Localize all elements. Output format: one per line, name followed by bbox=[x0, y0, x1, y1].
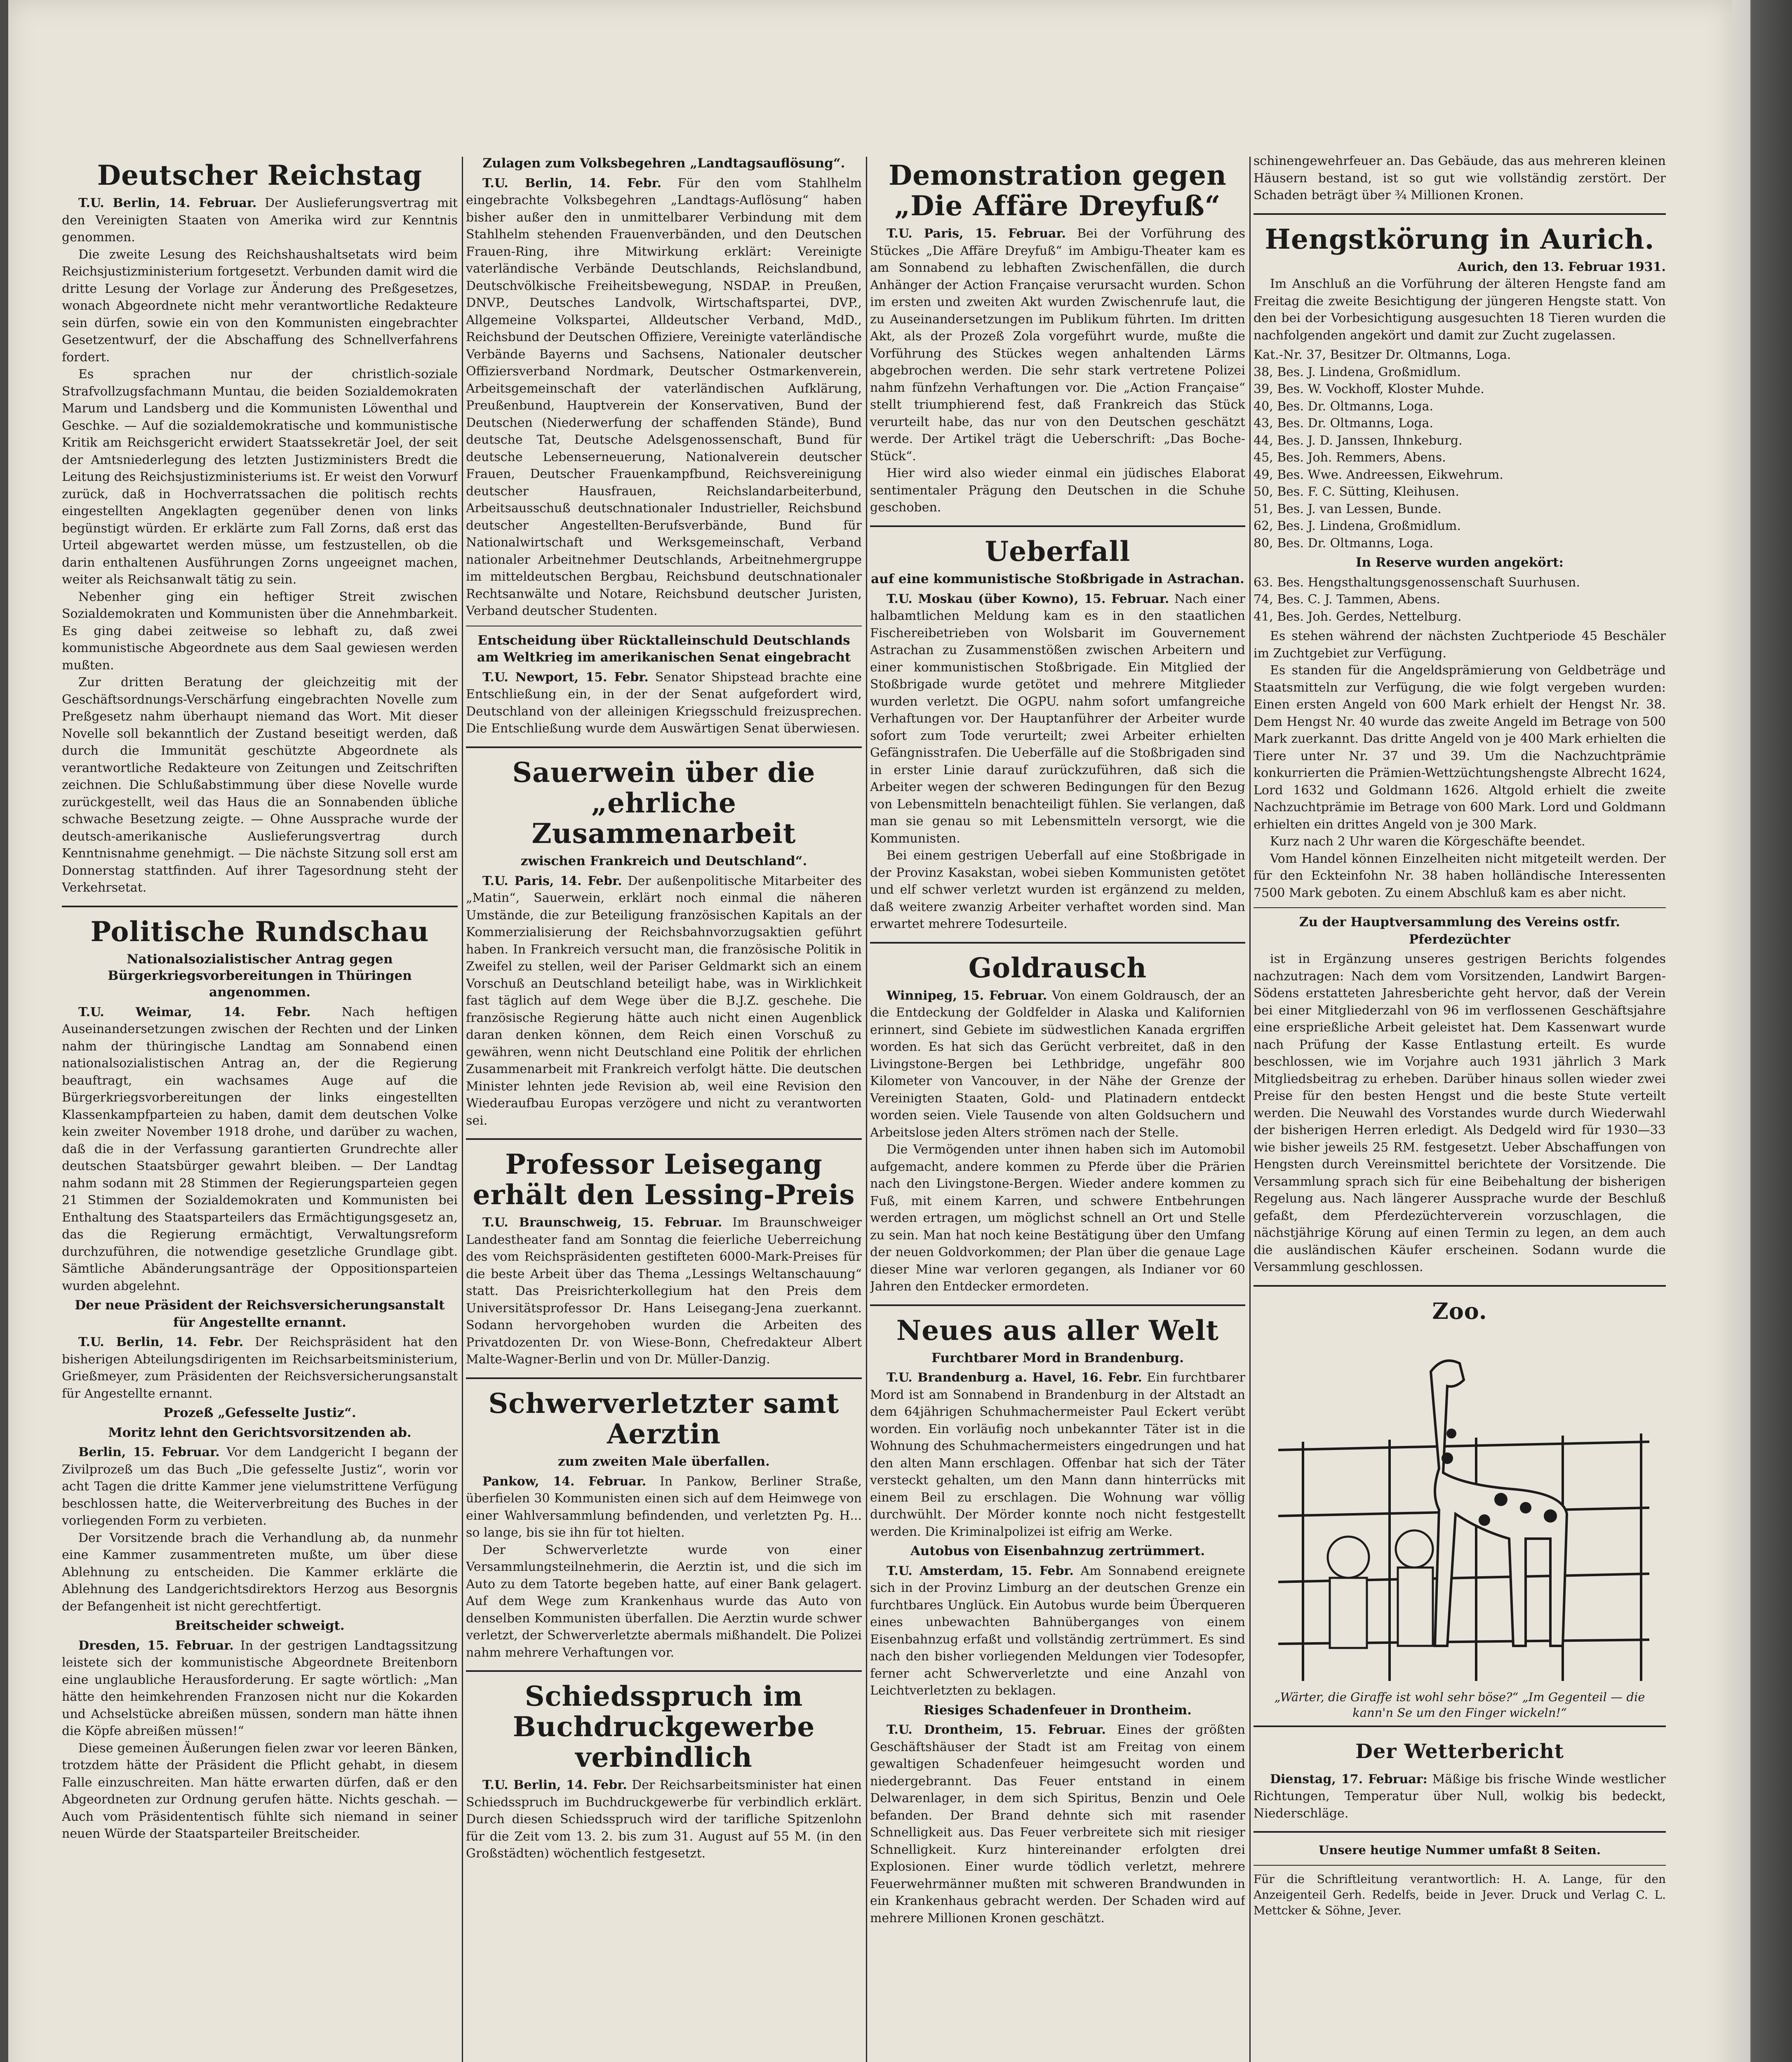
article-paragraph: T.U. Paris, 15. Februar. Bei der Vorführung des Stückes „Die Affäre Dreyfuß“ im Ambigu-Theater kam es am Sonnabend zu lebhaften Zwischenfällen, die durch Anhänger der Action Française verursacht wurden. Schon im ersten und zweiten Akt wurden Zwischenrufe laut, die zu Auseinandersetzungen im Publikum führten. Im dritten Akt, als der Prozeß Zola vorgeführt wurde, mußte die Vorführung des Stückes wegen anhaltenden Lärms abgebrochen werden. Die sehr stark vertretene Polizei nahm fünfzehn Verhaftungen vor. Die „Action Française“ stellt triumphierend fest, daß Frankreich das Stück verurteilt habe, das nur von den Deutschen geschätzt werde. Der Artikel trägt die Ueberschrift: „Das Boche-Stück“. bbox=[870, 226, 1245, 464]
list-item: 40, Bes. Dr. Oltmanns, Loga. bbox=[1253, 399, 1433, 414]
list-item: 63. Bes. Hengsthaltungsgenossenschaft Suurhusen. bbox=[1253, 575, 1580, 590]
article-paragraph: Nebenher ging ein heftiger Streit zwischen Sozialdemokraten und Kommunisten über die Annehmbarkeit. Es ging dabei zeitweise so lebhaft zu, daß zwei kommunistische Abgeordnete aus dem Saal gewiesen werden mußten. bbox=[62, 589, 458, 673]
article-paragraph: Pankow, 14. Februar. In Pankow, Berliner Straße, überfielen 30 Kommunisten einen sich auf dem Heimwege von einer Wahlversammlung befindenden, und verletzten Pg. H... so lange, bis sie ihn für tot hielten. bbox=[466, 1474, 862, 1540]
section-divider bbox=[870, 942, 1245, 944]
section-divider bbox=[870, 525, 1245, 527]
kicker: Prozeß „Gefesselte Justiz“. bbox=[163, 1405, 356, 1420]
headline-neues-aus-aller-welt: Neues aus aller Welt bbox=[896, 1314, 1219, 1346]
kicker: Autobus von Eisenbahnzug zertrümmert. bbox=[910, 1544, 1205, 1558]
column-1 bbox=[62, 153, 458, 2062]
kicker: Riesiges Schadenfeuer in Drontheim. bbox=[924, 1702, 1192, 1718]
headline-wetterbericht: Der Wetterbericht bbox=[1355, 1740, 1564, 1763]
headline-politische-rundschau: Politische Rundschau bbox=[90, 915, 429, 948]
section-divider bbox=[1253, 1285, 1666, 1287]
newspaper-page bbox=[8, 0, 1732, 2062]
list-item: 49, Bes. Wwe. Andreessen, Eikwehrum. bbox=[1253, 467, 1503, 482]
section-divider bbox=[1253, 213, 1666, 215]
kicker: Der neue Präsident der Reichsversicherungsanstalt für Angestellte ernannt. bbox=[75, 1298, 445, 1330]
page-edge bbox=[1732, 0, 1792, 2062]
article-paragraph: T.U. Weimar, 14. Febr. Nach heftigen Auseinandersetzungen zwischen der Rechten und der Linken nahm der thüringische Landtag am Sonnabend einen nationalsozialistischen Antrag an, der die Regierung beauftragt, ein wachsames Auge auf die Bürgerkriegsvorbereitungen der links eingestellten Klassenkampfparteien zu haben, damit dem deutschen Volke kein zweiter November 1918 drohe, und darüber zu wachen, daß die in der Verfassung garantierten Grundrechte aller deutschen Staatsbürger gewahrt bleiben. — Der Landtag nahm sodann mit 28 Stimmen der Regierungsparteien gegen 21 Stimmen der Sozialdemokraten und Kommunisten bei Enthaltung des Staatsparteilers das Ermächtigungsgesetz an, das die Regierung ermächtigt, Verwaltungsreform durchzuführen, die notwendige gesetzliche Grundlage gibt. Sämtliche Abänderungsanträge der Oppositionsparteien wurden abgelehnt. bbox=[62, 1005, 458, 1293]
section-divider bbox=[1253, 1831, 1666, 1833]
section-divider bbox=[466, 1670, 862, 1672]
article-paragraph: T.U. Berlin, 14. Februar. Der Auslieferungsvertrag mit den Vereinigten Staaten von Amerika wird zur Kenntnis genommen. bbox=[62, 196, 458, 245]
headline-dreyfuss: Demonstration gegen „Die Affäre Dreyfuß“ bbox=[888, 159, 1227, 222]
section-divider bbox=[466, 1377, 862, 1379]
stallion-list bbox=[1253, 346, 1666, 552]
section-divider bbox=[1253, 1725, 1666, 1727]
article-paragraph: Vom Handel können Einzelheiten nicht mitgeteilt werden. Der für den Eckteinfohn Nr. 38 haben holländische Interessenten 7500 Mark geboten. Zu einem Abschluß kam es aber nicht. bbox=[1253, 851, 1666, 900]
article-paragraph: Dienstag, 17. Februar: Mäßige bis frische Winde westlicher Richtungen, Temperatur über Null, wolkig bis bedeckt, Niederschläge. bbox=[1253, 1772, 1666, 1821]
article-paragraph: T.U. Braunschweig, 15. Februar. Im Braunschweiger Landestheater fand am Sonntag die feierliche Ueberreichung des vom Reichspräsidenten gestifteten 6000-Mark-Preises für die beste Arbeit über das Thema „Lessings Weltanschauung“ statt. Das Preisrichterkollegium hat den Preis dem Universitätsprofessor Dr. Hans Leisegang-Jena zuerkannt. Sodann hervorgehoben wurden die Arbeiten des Privatdozenten Dr. von Wiese-Bonn, Chefredakteur Albert Malte-Wagner-Berlin und von Dr. Müller-Danzig. bbox=[466, 1215, 862, 1367]
column-3 bbox=[870, 153, 1245, 2062]
list-item: 38, Bes. J. Lindena, Großmidlum. bbox=[1253, 365, 1461, 379]
kicker: Moritz lehnt den Gerichtsvorsitzenden ab. bbox=[108, 1425, 412, 1440]
headline-reichstag: Deutscher Reichstag bbox=[97, 159, 423, 191]
headline-hengstkoerung: Hengstkörung in Aurich. bbox=[1265, 223, 1655, 255]
list-item: 43, Bes. Dr. Oltmanns, Loga. bbox=[1253, 416, 1433, 431]
kicker: Furchtbarer Mord in Brandenburg. bbox=[931, 1350, 1184, 1365]
headline-goldrausch: Goldrausch bbox=[968, 951, 1147, 984]
list-item: 45, Bes. Joh. Remmers, Abens. bbox=[1253, 450, 1446, 465]
article-paragraph: T.U. Amsterdam, 15. Febr. Am Sonnabend ereignete sich in der Provinz Limburg an der deutschen Grenze ein furchtbares Unglück. Ein Autobus wurde beim Überqueren eines unbewachten Bahnüberganges von einem Eisenbahnzug erfaßt und vollständig zertrümmert. Es sind nach den bisher vorliegenden Meldungen vier Todesopfer, ferner acht Schwerverletzte und eine Anzahl von Leichtverletzten zu beklagen. bbox=[870, 1563, 1245, 1698]
article-paragraph: T.U. Brandenburg a. Havel, 16. Febr. Ein furchtbarer Mord ist am Sonnabend in Brandenburg in der Altstadt an dem 64jährigen Schuhmachermeister Paul Eckert verübt worden. Ein vorläufig noch unbekannter Täter ist in die Wohnung des Schuhmachermeisters eingedrungen und hat den alten Mann erschlagen. Offenbar hat sich der Täter versteckt gehalten, um den Mann dann hinterrücks mit einem Beil zu erschlagen. Die Wohnung war völlig durchwühlt. Der Mörder konnte noch nicht festgestellt werden. Die Kriminalpolizei ist eifrig am Werke. bbox=[870, 1370, 1245, 1539]
reserve-list bbox=[1253, 574, 1666, 626]
headline-schwerverletzter: Schwerverletzter samt Aerztin bbox=[488, 1387, 840, 1450]
giraffe-illustration bbox=[1253, 1326, 1666, 1689]
list-item: 51, Bes. J. van Lessen, Bunde. bbox=[1253, 501, 1442, 516]
page-count-note: Unsere heutige Nummer umfaßt 8 Seiten. bbox=[1319, 1843, 1601, 1857]
cartoon-title: Zoo. bbox=[1432, 1297, 1487, 1324]
list-item: 80, Bes. Dr. Oltmanns, Loga. bbox=[1253, 536, 1433, 551]
article-paragraph: T.U. Paris, 14. Febr. Der außenpolitische Mitarbeiter des „Matin“, Sauerwein, erklärt noch einmal die näheren Umstände, die zur Beteiligung französischen Kapitals an der Kommerzialisierung der Reichsbahnvorzugsaktien geführt haben. In Frankreich versucht man, die französische Politik in Zweifel zu stellen, weil der Pariser Geldmarkt sich an einem Vorschuß an Deutschland beteiligt habe, was in Wirklichkeit fast täglich auf dem Wege über die B.J.Z. geschehe. Die französische Regierung hätte auch nicht einen Augenblick daran denken können, dem Reich einen Vorschuß zu gewähren, wenn nicht Deutschland eine Politik der ehrlichen Zusammenarbeit mit Frankreich verfolgt hätte. Die deutschen Minister lehnten jede Revision ab, weil eine Revision den Wiederaufbau Europas verzögere und nicht zu verantworten sei. bbox=[466, 873, 862, 1128]
article-paragraph: Dresden, 15. Februar. In der gestrigen Landtagssitzung leistete sich der kommunistische Abgeordnete Breitenborn eine unglaubliche Herausforderung. Er sagte wörtlich: „Man hätte den heimkehrenden Franzosen nicht nur die Kokarden und Achselstücke abreißen müssen, sondern man hätte ihnen die Köpfe abreißen müssen!“ bbox=[62, 1638, 458, 1738]
column-rule bbox=[1249, 157, 1251, 2062]
headline-leisegang: Professor Leisegang erhält den Lessing-Preis bbox=[473, 1148, 855, 1211]
article-paragraph: Diese gemeinen Äußerungen fielen zwar vor leeren Bänken, trotzdem hätte der Präsident die Pflicht gehabt, in diesem Falle einzuschreiten. Man hätte erwarten dürfen, daß er den Abgeordneten zur Ordnung gerufen hätte. Nichts geschah. — Auch vom Präsidententisch fühlte sich niemand in seiner neuen Würde der Staatsparteiler Breitscheider. bbox=[62, 1741, 458, 1841]
list-item: 62, Bes. J. Lindena, Großmidlum. bbox=[1253, 519, 1461, 533]
list-item: 41, Bes. Joh. Gerdes, Nettelburg. bbox=[1253, 609, 1462, 624]
section-divider bbox=[1253, 1865, 1666, 1866]
subheadline: auf eine kommunistische Stoßbrigade in Astrachan. bbox=[871, 571, 1244, 586]
kicker: Entscheidung über Rücktalleinschuld Deutschlands am Weltkrieg im amerikanischen Senat eingebracht bbox=[477, 633, 851, 665]
section-divider bbox=[870, 1304, 1245, 1306]
subheadline: zwischen Frankreich und Deutschland“. bbox=[520, 853, 807, 869]
article-paragraph: Im Anschluß an die Vorführung der älteren Hengste fand am Freitag die zweite Besichtigung der jüngeren Hengste statt. Von den bei der Vorbesichtigung ausgesuchten 18 Tieren wurden die nachfolgenden angekört und damit zur Zucht zugelassen. bbox=[1253, 277, 1666, 343]
kicker: Breitscheider schweigt. bbox=[175, 1618, 345, 1633]
column-rule bbox=[866, 157, 867, 2062]
headline-sauerwein: Sauerwein über die „ehrliche Zusammenarbeit bbox=[512, 756, 816, 850]
cartoon-zoo bbox=[1253, 1296, 1666, 1720]
list-item: Kat.-Nr. 37, Besitzer Dr. Oltmanns, Loga. bbox=[1253, 348, 1511, 362]
article-paragraph: Die zweite Lesung des Reichshaushaltsetats wird beim Reichsjustizministerium fortgesetzt. Verbunden damit wird die dritte Lesung der Vorlage zur Änderung des Preßgesetzes, wonach Abgeordnete nicht mehr verantwortliche Redakteure sein dürfen, sowie ein von den Kommunisten eingebrachter Gesetzentwurf, der die Abschaffung des Schnellverfahrens fordert. bbox=[62, 247, 458, 365]
section-divider bbox=[62, 906, 458, 907]
article-paragraph: Die Vermögenden unter ihnen haben sich im Automobil aufgemacht, andere kommen zu Pferde über die Prärien nach den Livingstone-Bergen. Wieder andere kommen zu Fuß, mit einem Karren, und schwere Entbehrungen werden ertragen, um möglichst schnell an Ort und Stelle zu sein. Man hat noch keine Bestätigung über den Umfang der neuen Goldvorkommen; der Plan über die genaue Lage dieser Mine war verloren gegangen, als Indianer vor 60 Jahren den Entdecker ermordeten. bbox=[870, 1142, 1245, 1294]
cartoon-caption: „Wärter, die Giraffe ist wohl sehr böse?“ „Im Gegenteil — die kann'n Se um den Finger wickeln!“ bbox=[1274, 1690, 1645, 1720]
article-paragraph: Berlin, 15. Februar. Vor dem Landgericht I begann der Zivilprozeß um das Buch „Die gefesselte Justiz“, worin vor acht Tagen die dritte Kammer jene vielumstrittene Verfügung beschlossen hatte, die Weiterverbreitung des Buches in der vorliegenden Form zu verbieten. bbox=[62, 1445, 458, 1528]
kicker: Zulagen zum Volksbegehren „Landtagsauflösung“. bbox=[482, 156, 845, 171]
list-item: 44, Bes. J. D. Janssen, Ihnkeburg. bbox=[1253, 433, 1463, 448]
column-rule bbox=[462, 157, 463, 2062]
list-item: 50, Bes. F. C. Sütting, Kleihusen. bbox=[1253, 485, 1459, 499]
article-paragraph: schinengewehrfeuer an. Das Gebäude, das aus mehreren kleinen Häusern bestand, ist so gut wie vollständig zerstört. Der Schaden beträgt über ¾ Millionen Kronen. bbox=[1253, 154, 1666, 202]
article-paragraph: T.U. Berlin, 14. Febr. Für den vom Stahlhelm eingebrachte Volksbegehren „Landtags-Auflösung“ haben bisher außer den in unmittelbarer Verbindung mit dem Stahlhelm stehenden Frauenverbänden, und den Deutschen Frauen-Ring, ihre Mitwirkung erklärt: Vereinigte vaterländische Verbände Deutschlands, Reichslandbund, Deutschvölkische Freiheitsbewegung, NSDAP. in Preußen, DNVP., Deutsches Landvolk, Wirtschaftspartei, DVP., Allgemeine Volkspartei, Alldeutscher Verband, MdD., Reichsbund der Deutschen Offiziere, Vereinigte vaterländische Verbände Bayerns und Sachsens, Nationaler deutscher Offiziersverband Nordmark, Deutscher Ostmarkenverein, Arbeitsgemeinschaft der vaterländischen Aufklärung, Preußenbund, Hauptverein der Konservativen, Bund der Deutschen (Niederwerfung der schaffenden Stände), Bund deutsche Tat, Deutsche Adelsgenossenschaft, Bund für deutsche Lebenserneuerung, Nationalverein deutscher Frauen, Deutscher Frauenkampfbund, Reichsvereinigung deutscher Hausfrauen, Reichslandarbeiterbund, Arbeitsausschuß deutschnationaler Industrieller, Reichsbund deutscher Angestellten-Berufsverbände, Bund für Nationalwirtschaft und Werksgemeinschaft, Verband nationaler Arbeitnehmer Deutschlands, Arbeitnehmergruppe im mitteldeutschen Bergbau, Reichsbund deutschnationaler Rechtsanwälte und Notare, Reichsbund deutscher Juristen, Verband deutscher Studenten. bbox=[466, 176, 862, 618]
article-paragraph: T.U. Newport, 15. Febr. Senator Shipstead brachte eine Entschließung ein, in der der Senat aufgefordert wird, Deutschland von der alleinigen Kriegsschuld freizusprechen. Die Entschließung wurde dem Auswärtigen Senat überwiesen. bbox=[466, 670, 862, 736]
imprint: Für die Schriftleitung verantwortlich: H. A. Lange, für den Anzeigenteil Gerh. Redelfs, beide in Jever. Druck und Verlag C. L. Mettcker & Söhne, Jever. bbox=[1253, 1872, 1666, 1917]
article-paragraph: Es sprachen nur der christlich-soziale Strafvollzugsfachmann Muntau, die beiden Sozialdemokraten Marum und Landsberg und die Kommunisten Löwenthal und Geschke. — Auf die sozialdemokratische und kommunistische Kritik am Reichsgericht erwidert Staatssekretär Joel, der seit der Amtsniederlegung des letzten Justizministers Bredt die Leitung des Reichsjustizministeriums ist. Er weist den Vorwurf zurück, daß in Hochverratssachen die politisch rechts eingestellten Angeklagten gegenüber denen von links begünstigt würden. Er erklärte zum Fall Zorns, daß erst das Urteil abgewartet werden müsse, um festzustellen, ob die darin enthaltenen Ausführungen Zorns ungeeignet machen, weiter als Reichsanwalt tätig zu sein. bbox=[62, 367, 458, 587]
column-2 bbox=[466, 153, 862, 2062]
dateline: Aurich, den 13. Februar 1931. bbox=[1457, 259, 1666, 274]
article-paragraph: T.U. Berlin, 14. Febr. Der Reichsarbeitsminister hat einen Schiedsspruch im Buchdruckgewerbe für verbindlich erklärt. Durch diesen Schiedsspruch wird der tarifliche Spitzenlohn für die Zeit vom 13. 2. bis zum 31. August auf 55 M. (in den Großstädten) wöchentlich festgesetzt. bbox=[466, 1778, 862, 1861]
article-paragraph: Hier wird also wieder einmal ein jüdisches Elaborat sentimentaler Prägung den Deutschen in die Schuhe geschoben. bbox=[870, 466, 1245, 515]
subheadline: Nationalsozialistischer Antrag gegen Bürgerkriegsvorbereitungen in Thüringen angenommen. bbox=[108, 951, 412, 1000]
kicker: In Reserve wurden angekört: bbox=[1356, 555, 1564, 570]
article-paragraph: Es stehen während der nächsten Zuchtperiode 45 Beschäler im Zuchtgebiet zur Verfügung. bbox=[1253, 629, 1666, 661]
kicker: Zu der Hauptversammlung des Vereins ostfr. Pferdezüchter bbox=[1299, 915, 1620, 947]
article-paragraph: Bei einem gestrigen Ueberfall auf eine Stoßbrigade in der Provinz Kasakstan, wobei sieben Kommunisten getötet und elf schwer verletzt wurden ist ergänzend zu melden, daß weitere zwanzig Arbeiter verhaftet worden sind. Man erwartet mehrere Todesurteile. bbox=[870, 848, 1245, 931]
article-paragraph: Kurz nach 2 Uhr waren die Körgeschäfte beendet. bbox=[1270, 834, 1585, 849]
article-paragraph: Es standen für die Angeldsprämierung von Geldbeträge und Staatsmitteln zur Verfügung, die wie folgt vergeben wurden: Einen ersten Angeld von 600 Mark erhielt der Hengst Nr. 38. Dem Hengst Nr. 40 wurde das zweite Angeld im Betrage von 500 Mark zuerkannt. Das dritte Angeld von je 400 Mark erhielten die Tiere unter Nr. 37 und 39. Um die Nachzuchtprämie konkurrierten die Prämien-Wettzüchtungshengste Albrecht 1624, Lord 1632 und Goldmann 1626. Altgold erhielt die zweite Nachzuchtprämie im Betrage von 600 Mark. Lord und Goldmann erhielten ein drittes Angeld von je 300 Mark. bbox=[1253, 663, 1666, 832]
column-4 bbox=[1253, 153, 1666, 2062]
article-paragraph: T.U. Drontheim, 15. Februar. Eines der größten Geschäftshäuser der Stadt ist am Freitag von einem gewaltigen Schadenfeuer heimgesucht worden und niedergebrannt. Das Feuer entstand in einem Delwarenlager, in dem sich Spiritus, Benzin und Oele befanden. Der Brand dehnte sich mit rasender Schnelligkeit aus. Das Feuer verbreitete sich mit riesiger Schnelligkeit. Kurz hintereinander erfolgten drei Explosionen. Einer wurde tödlich verletzt, mehrere Feuerwehrmänner mußten mit schweren Brandwunden in ein Krankenhaus gebracht werden. Der Schaden wird auf mehrere Millionen Kronen geschätzt. bbox=[870, 1723, 1245, 1925]
article-paragraph: Der Schwerverletzte wurde von einer Versammlungsteilnehmerin, die Aerztin ist, und die sich im Auto zu dem Tatorte begeben hatte, auf einer Bank gelagert. Auf dem Wege zum Krankenhaus wurde das Auto von denselben Kommunisten überfallen. Die Aerztin wurde schwer verletzt, der Schwerverletzte abermals mißhandelt. Die Polizei nahm mehrere Verhaftungen vor. bbox=[466, 1542, 862, 1660]
list-item: 39, Bes. W. Vockhoff, Kloster Muhde. bbox=[1253, 382, 1484, 396]
headline-ueberfall: Ueberfall bbox=[985, 535, 1131, 567]
article-paragraph: T.U. Berlin, 14. Febr. Der Reichspräsident hat den bisherigen Abteilungsdirigenten im Reichsarbeitsministerium, Grießmeyer, zum Präsidenten der Reichsversicherungsanstalt für Angestellte ernannt. bbox=[62, 1335, 458, 1401]
article-paragraph: Zur dritten Beratung der gleichzeitig mit der Geschäftsordnungs-Verschärfung eingebrachten Novelle zum Preßgesetz nahm überhaupt niemand das Wort. Mit dieser Novelle soll bekanntlich der Zustand beseitigt werden, daß durch die Immunität geschützte Abgeordnete als verantwortliche Redakteure von Zeitungen und Zeitschriften zeichnen. Die Schlußabstimmung über diese Novelle wurde zurückgestellt, weil das Haus die an Sonnabenden übliche schwache Besetzung zeigte. — Ohne Aussprache wurde der deutsch-amerikanische Auslieferungsvertrag durch Kenntnisnahme genehmigt. — Die nächste Sitzung soll erst am Donnerstag stattfinden. Auf ihrer Tagesordnung steht der Verkehrsetat. bbox=[62, 675, 458, 895]
article-paragraph: ist in Ergänzung unseres gestrigen Berichts folgendes nachzutragen: Nach dem vom Vorsitzenden, Landwirt Bargen-Södens erstatteten Jahresberichte geht hervor, daß der Verein bei einer Mitgliederzahl von 96 im verflossenen Geschäftsjahre eine ersprießliche Arbeit geleistet hat. Dem Kassenwart wurde nach Prüfung der Kasse Entlastung erteilt. Es wurde beschlossen, wie im Vorjahre auch 1931 jährlich 3 Mark Mitgliedsbeitrag zu erheben. Darüber hinaus sollen wieder zwei Preise für den besten Hengst und die beste Stute verteilt werden. Die Neuwahl des Vorstandes wurde durch Wiederwahl der bisherigen Herren erledigt. Als Dedgeld wird für 1930—33 wie bisher jeweils 25 RM. festgesetzt. Ueber Abschaffungen von Hengsten durch Vereinsmittel berichtete der Vorsitzende. Die Versammlung sprach sich für eine Beibehaltung der bisherigen Regelung aus. Nach längerer Aussprache wurde der Beschluß gefaßt, dem Pferdezüchterverein vorzuschlagen, die nächstjährige Körung auf einen Termin zu legen, an dem auch die ausländischen Käufer erscheinen. Sodann wurde die Versammlung geschlossen. bbox=[1253, 952, 1666, 1274]
section-divider bbox=[466, 1138, 862, 1140]
article-paragraph: Der Vorsitzende brach die Verhandlung ab, da nunmehr eine Kammer zusammentreten mußte, um über diese Ablehnung zu entscheiden. Die Kammer erklärte die Ablehnung des Landgerichtsdirektors Herzog aus Besorgnis der Befangenheit ist nicht gerechtfertigt. bbox=[62, 1530, 458, 1614]
article-paragraph: T.U. Moskau (über Kowno), 15. Februar. Nach einer halbamtlichen Meldung kam es in den staatlichen Fischereibetrieben von Wolsbarit im Gouvernement Astrachan zu Zusammenstößen zwischen Arbeitern und einer kommunistischen Stoßbrigade. Ein Mitglied der Stoßbrigade wurde getötet und mehrere Mitglieder wurden verletzt. Die OGPU. nahm sofort umfangreiche Verhaftungen vor. Der Hauptanführer der Arbeiter wurde sofort zum Tode verurteilt; zwei Arbeiter erhielten Gefängnisstrafen. Die Ueberfälle auf die Stoßbrigaden sind in erster Linie darauf zurückzuführen, daß sich die Arbeiter wegen der schweren Bedingungen für den Bezug von Lebensmitteln benachteiligt fühlen. Sie verlangen, daß man sie genau so mit Lebensmitteln versorgt, wie die Kommunisten. bbox=[870, 591, 1245, 846]
headline-schiedsspruch: Schiedsspruch im Buchdruckgewerbe verbindlich bbox=[513, 1680, 815, 1773]
list-item: 74, Bes. C. J. Tammen, Abens. bbox=[1253, 592, 1440, 607]
subheadline: zum zweiten Male überfallen. bbox=[558, 1454, 770, 1469]
section-divider bbox=[1253, 907, 1666, 908]
article-paragraph: Winnipeg, 15. Februar. Von einem Goldrausch, der an die Entdeckung der Goldfelder in Alaska und Kalifornien erinnert, sind Gebiete im südwestlichen Kanada ergriffen worden. Es hat sich das Gerücht verbreitet, daß in den Livingstone-Bergen bei Lethbridge, ungefähr 800 Kilometer von Vancouver, in der Nähe der Grenze der Vereinigten Staaten, Gold- und Platinadern entdeckt worden seien. Viele Tausende von alten Goldsuchern und Arbeitslose jeden Alters strömen nach der Stelle. bbox=[870, 988, 1245, 1140]
section-divider bbox=[466, 746, 862, 748]
